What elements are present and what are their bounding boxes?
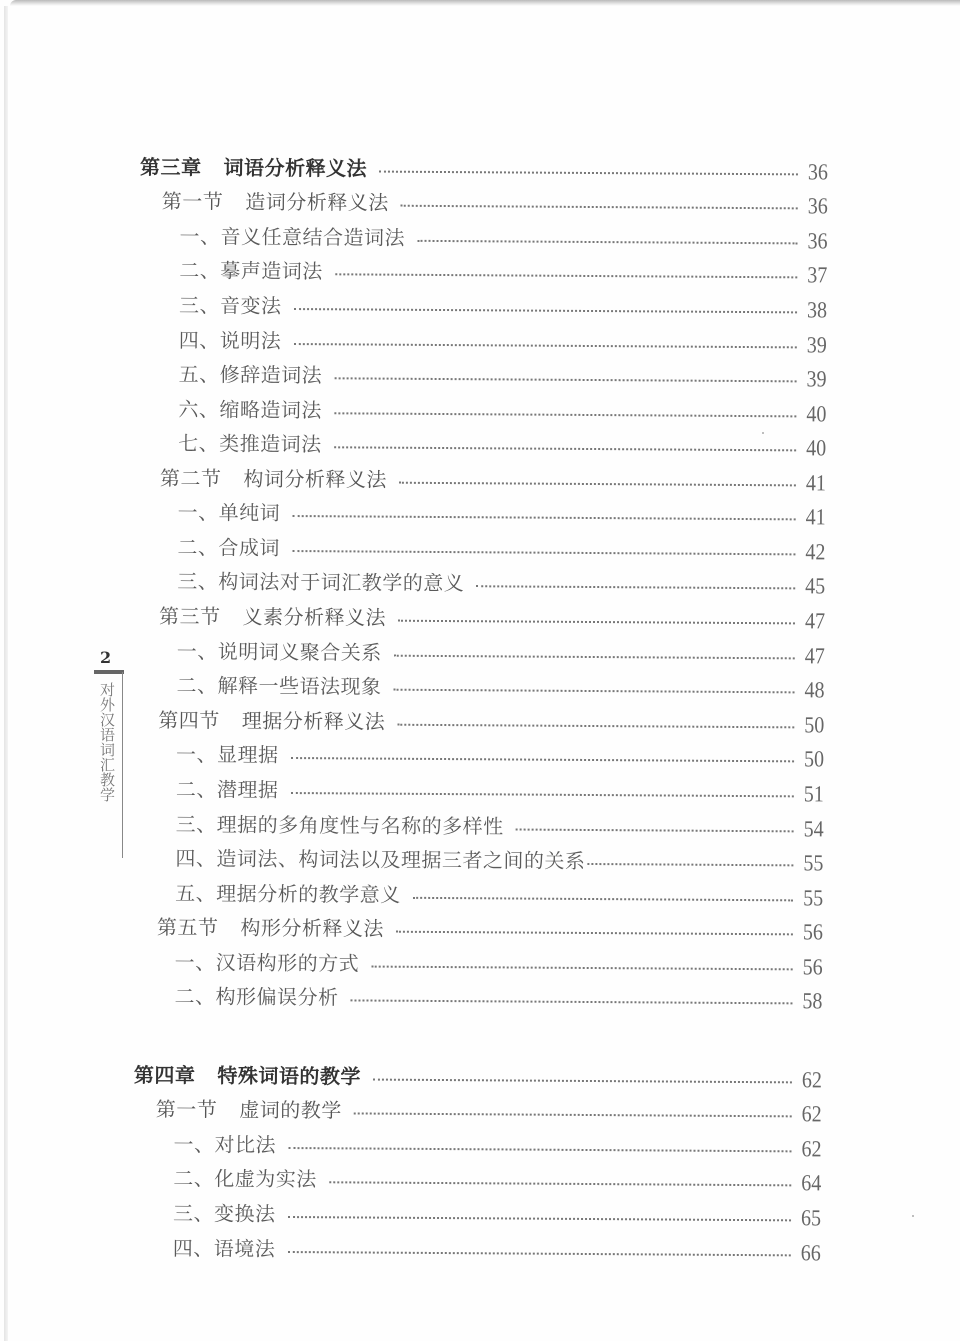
leader-dots [379, 171, 798, 176]
toc-label: 二、 [174, 984, 216, 1009]
leader-dots [350, 999, 792, 1004]
running-book-title: 对外汉语词汇教学 [98, 682, 116, 802]
leader-dots [396, 931, 793, 936]
leader-dots [373, 1079, 792, 1084]
toc-page-number: 40 [806, 435, 827, 462]
toc-item[interactable] [178, 497, 838, 531]
toc-page-number: 55 [803, 885, 824, 912]
toc-label: 六、 [178, 397, 220, 422]
toc-section[interactable] [158, 705, 836, 739]
toc-item[interactable] [179, 221, 839, 255]
toc-label: 一、 [176, 639, 218, 664]
leader-dots [329, 1181, 792, 1186]
toc-chapter[interactable] [134, 1060, 834, 1095]
leader-dots [290, 792, 794, 797]
toc-item[interactable] [174, 981, 834, 1015]
toc-section[interactable] [160, 463, 838, 497]
toc-label: 一、 [176, 742, 218, 767]
toc-page-number: 36 [807, 193, 828, 220]
toc-item[interactable] [173, 1233, 833, 1267]
toc-page-number: 39 [806, 366, 827, 393]
leader-dots [401, 205, 798, 210]
toc-label: 第二节 [159, 466, 222, 491]
toc-title: 造词分析释义法 [245, 189, 389, 215]
toc-title: 义素分析释义法 [242, 604, 387, 630]
toc-item[interactable] [179, 290, 839, 324]
toc-item[interactable] [175, 878, 835, 912]
toc-page-number: 42 [805, 539, 826, 566]
toc-label: 三、 [175, 812, 217, 837]
toc-label: 三、 [172, 1201, 215, 1226]
toc-item[interactable] [179, 359, 839, 393]
toc-page-number: 40 [806, 401, 827, 428]
scan-speck [912, 1215, 914, 1217]
toc-title: 类推造词法 [219, 431, 322, 457]
leader-dots [334, 412, 797, 417]
toc-label: 第三节 [158, 604, 221, 629]
leader-dots [413, 897, 794, 902]
toc-page-number: 64 [801, 1170, 822, 1197]
toc-label: 四、 [172, 1236, 214, 1261]
toc-title: 变换法 [213, 1201, 276, 1226]
toc-page-number: 50 [804, 746, 825, 773]
toc-label: 五、 [175, 881, 217, 906]
toc-label: 二、 [173, 1166, 215, 1191]
leader-dots [288, 1216, 792, 1221]
toc-page-number: 47 [804, 643, 825, 670]
toc-item[interactable] [177, 636, 837, 670]
toc-label: 第一节 [161, 189, 224, 214]
toc-title: 构词法对于词汇教学的意义 [218, 569, 465, 596]
toc-label: 五、 [178, 362, 220, 387]
toc-page-number: 48 [804, 677, 825, 704]
toc-title: 合成词 [218, 535, 281, 560]
toc-title: 理据分析释义法 [241, 708, 386, 734]
toc-label: 一、 [173, 1132, 215, 1157]
leader-dots [417, 240, 798, 245]
leader-dots [292, 515, 796, 520]
toc-page-number: 58 [802, 988, 823, 1015]
toc-page-number: 62 [801, 1101, 822, 1128]
leader-dots [334, 446, 797, 451]
toc-label: 三、 [179, 293, 221, 318]
toc-item[interactable] [173, 1129, 833, 1163]
toc-page-number: 56 [802, 919, 824, 946]
toc-item[interactable] [175, 843, 835, 877]
toc-title: 构形偏误分析 [215, 984, 339, 1010]
leader-dots [394, 689, 795, 694]
toc-title: 虚词的教学 [239, 1097, 342, 1123]
toc-page-number: 50 [804, 712, 825, 739]
toc-title: 解释一些语法现象 [217, 673, 382, 699]
toc-page-number: 39 [806, 332, 827, 359]
toc-title: 构形分析释义法 [240, 915, 385, 941]
toc-label: 四、 [175, 846, 217, 871]
toc-item[interactable] [175, 947, 835, 981]
leader-dots [334, 377, 797, 382]
toc-item[interactable] [176, 670, 836, 704]
toc-section[interactable] [162, 186, 840, 220]
toc-label: 一、 [179, 224, 221, 249]
toc-section[interactable] [159, 601, 837, 635]
toc-title: 单纯词 [218, 500, 281, 525]
toc-title: 化虚为实法 [214, 1166, 317, 1192]
toc-page-number: 62 [801, 1067, 823, 1094]
toc-title: 特殊词语的教学 [217, 1063, 362, 1089]
toc-label: 第三章 [139, 155, 202, 180]
toc-page-number: 51 [803, 781, 824, 808]
toc-page-number: 41 [805, 470, 826, 497]
toc-item[interactable] [173, 1198, 833, 1232]
toc-title: 构词分析释义法 [243, 466, 388, 492]
toc-title: 说明词义聚合关系 [217, 639, 382, 665]
toc-item[interactable] [179, 255, 839, 289]
toc-item[interactable] [176, 739, 836, 773]
leader-dots [394, 655, 795, 660]
toc-label: 一、 [177, 500, 219, 525]
toc-label: 七、 [178, 431, 220, 456]
toc-label: 第四章 [133, 1062, 196, 1088]
toc-page-number: 41 [805, 504, 826, 531]
toc-label: 三、 [177, 569, 219, 594]
page-number: 2 [100, 648, 112, 667]
toc-page-number: 37 [807, 262, 828, 289]
toc-page-number: 62 [801, 1136, 822, 1163]
leader-dots [354, 1112, 792, 1117]
leader-dots [291, 757, 795, 762]
leader-dots [371, 966, 793, 971]
leader-dots [292, 550, 796, 555]
leader-dots [335, 273, 798, 278]
toc-label: 第五节 [156, 915, 219, 940]
toc-label: 第四节 [158, 708, 220, 733]
leader-dots [476, 585, 795, 589]
toc-section[interactable] [157, 912, 835, 946]
toc-item[interactable] [179, 325, 839, 359]
toc-title: 理据分析的教学意义 [216, 881, 401, 907]
toc-item[interactable] [176, 774, 836, 808]
toc-item[interactable] [178, 428, 838, 462]
toc-title: 修辞造词法 [219, 362, 323, 388]
scan-speck [762, 432, 764, 434]
toc-title: 汉语构形的方式 [215, 950, 360, 976]
toc-item[interactable] [177, 566, 837, 600]
leader-dots [294, 308, 798, 313]
toc-page-number: 47 [804, 608, 826, 635]
toc-item[interactable] [178, 394, 838, 428]
toc-title: 造词法、构词法以及理据三者之间的关系 [216, 846, 586, 873]
toc-label: 二、 [177, 535, 219, 560]
toc-title: 音变法 [220, 293, 282, 318]
toc-title: 摹声造词法 [220, 258, 323, 284]
toc-label: 二、 [179, 258, 221, 283]
leader-dots [293, 343, 797, 348]
toc-title: 潜理据 [216, 777, 279, 802]
toc-label: 四、 [178, 328, 220, 353]
leader-dots [397, 724, 794, 729]
toc-title: 说明法 [219, 328, 282, 353]
toc-section[interactable] [156, 1094, 834, 1128]
toc-title: 词语分析释义法 [223, 155, 368, 181]
toc-title: 语境法 [213, 1236, 276, 1261]
toc-label: 二、 [176, 673, 218, 698]
toc-page-number: 54 [803, 816, 824, 843]
toc-title: 缩略造词法 [219, 397, 322, 423]
toc-item[interactable] [176, 809, 836, 843]
toc-page-number: 38 [806, 297, 828, 324]
leader-dots [398, 620, 795, 625]
leader-dots [516, 829, 794, 833]
toc-page-number: 66 [800, 1240, 821, 1267]
toc-page-number: 65 [800, 1205, 822, 1232]
toc-chapter[interactable] [140, 152, 840, 187]
toc-title: 理据的多角度性与名称的多样性 [216, 812, 504, 839]
toc-title: 对比法 [214, 1132, 277, 1157]
leader-dots [287, 1251, 791, 1256]
toc-page-number: 55 [803, 850, 824, 877]
toc-item[interactable] [173, 1163, 833, 1197]
leader-dots [399, 482, 796, 487]
toc-title: 显理据 [217, 742, 279, 767]
toc-page-number: 45 [805, 573, 826, 600]
toc-page-number: 36 [807, 228, 828, 255]
leader-dots [587, 863, 793, 866]
toc-item[interactable] [177, 532, 837, 566]
toc-page-number: 56 [802, 954, 823, 981]
toc-page-number: 36 [807, 159, 829, 186]
toc-label: 一、 [174, 950, 216, 975]
toc-title: 音义任意结合造词法 [220, 224, 406, 250]
leader-dots [288, 1147, 792, 1152]
toc-label: 第一节 [155, 1097, 218, 1122]
toc-label: 二、 [175, 777, 217, 802]
